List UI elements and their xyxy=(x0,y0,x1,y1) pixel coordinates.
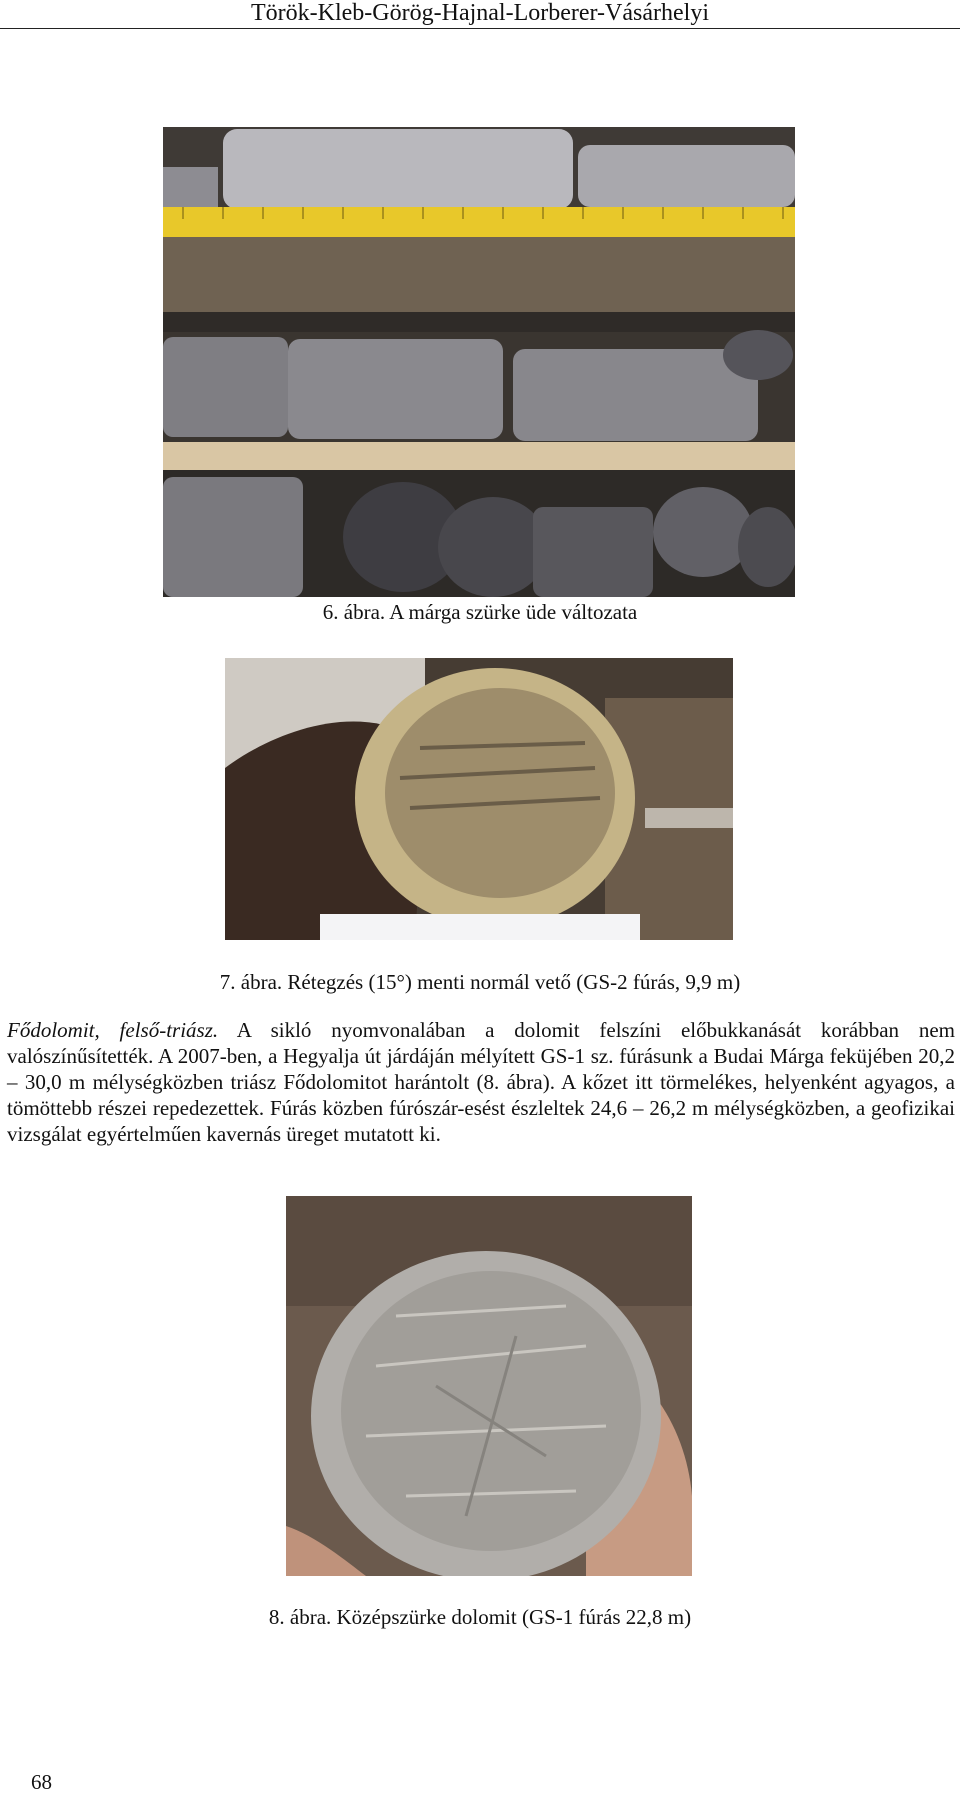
figure-7-photo xyxy=(225,658,733,940)
figure-8-photo xyxy=(286,1196,692,1576)
figure-7-caption: 7. ábra. Rétegzés (15°) menti normál vető (GS-2 fúrás, 9,9 m) xyxy=(219,970,741,994)
body-lead-italic: Fődolomit, felső-triász. xyxy=(7,1018,219,1042)
body-paragraph xyxy=(7,1017,955,1147)
body-text: A sikló nyomvonalában a dolomit felszíni előbukkanását korábban nem valószínűsítették. A 2007-ben, a Hegyalja út járdáján mélyített GS-1 sz. fúrásunk a Budai Márga feküjében 20,2 – 30,0 m mélységközben triász Fődolomitot harántolt (8. ábra). A kőzet itt törmelékes, helyenként agyagos, a tömöttebb részei repedezettek. Fúrás közben fúrószár-esést észleltek 24,6 – 26,2 m mélységközben, a geofizikai vizsgálat egyértelműen kavernás üreget mutatott ki. xyxy=(7,1018,955,1146)
figure-8-caption: 8. ábra. Középszürke dolomit (GS-1 fúrás 22,8 m) xyxy=(268,1605,692,1629)
running-header: Török-Kleb-Görög-Hajnal-Lorberer-Vásárhelyi xyxy=(0,0,960,29)
figure-6-photo xyxy=(163,127,795,597)
figure-6-caption: 6. ábra. A márga szürke üde változata xyxy=(322,600,638,624)
page-number: 68 xyxy=(31,1770,52,1794)
